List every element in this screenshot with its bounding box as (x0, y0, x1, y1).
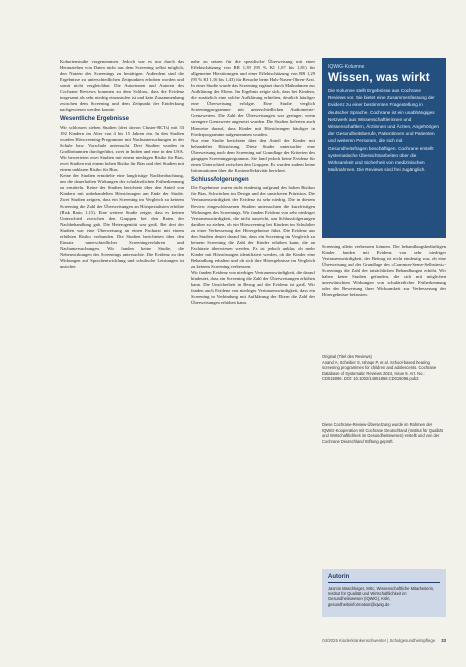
reference-block (322, 354, 446, 382)
paragraph: Nur eine Studie berichtete über den Anteil der Kinder mit behandelter Hörstörung. Diese Studie untersuchte eine Überweisung nach dem Screening auf Grundlage der Kriterien des gängigen Screeningprogramms. Sie fand jedoch keine Evidenz für einen Unterschied zwischen den Gruppen. Es wurden zudem keine Informationen über die Kosteneffektivität berichtet. (191, 137, 315, 173)
footer-text: 04/2025 Kinderkrankenschwester | Schulgesundheitspflege (322, 638, 436, 643)
paragraph: Kohortenstudie vorgenommen. Jedoch war es nur durch das Heranziehen von Daten nicht aus dem Screening selbst möglich, den Nutzen des Screenings zu bestätigen. Außerdem sind die Ergebnisse zu unterschiedlichen Zeitpunkten erhoben worden und somit nicht vergleichbar. Die Autorinnen und Autoren des Cochrane Reviews kommen zu dem Schluss, dass die Evidenz insgesamt als sehr niedrig einzustufen ist und kein Zusammenhang zwischen dem Screening und dem Zeitpunkt der Entdeckung nachgewiesen werden konnte. (60, 59, 184, 113)
text-column-left (60, 59, 184, 270)
reference-text: Anand A, Scheiber S, Ishaqe P, et al. School-based hearing screening programmes for children and adolescents. Cochrane Database of Systematic Reviews 2024, Issue 8. Art. No.: CD015096. DOI: 10.1002/14651858.CD015096.pub2 (322, 359, 437, 382)
paragraph: Wir schlossen sieben Studien (drei davon Cluster-RCTs) mit 33 192 Kindern im Alter von 4 bis 15 Jahren ein. In den Studien wurden Hörscreening-Programme mit Nachuntersuchungen in der Schule bzw. Vorschule untersucht. Drei Studien wurden in Großbritannien durchgeführt, zwei in Indien und eine in den USA. Wir bewerteten zwei Studien mit einem niedrigen Risiko für Bias, zwei Studien mit einem hohen Risiko für Bias und drei Studien mit einem unklaren Risiko für Bias. (60, 124, 184, 173)
author-box (322, 569, 446, 617)
paragraph: Die Ergebnisse waren nicht eindeutig aufgrund des hohen Risikos für Bias, Schwächen im Design und der unsicheren Präzision. Die Vertrauenswürdigkeit der Evidenz ist sehr niedrig. Die in diesem Review eingeschlossenen Studien untersuchten die kurzfristigen Wirkungen des Screenings. Wir fanden Evidenz von sehr niedriger Vertrauenswürdigkeit, die nicht ausreicht, um Schlussfolgerungen darüber zu ziehen, ob ein Hörscreening bei Kindern im Schulalter zu einer Verbesserung der Hörergebnisse führt. Die Evidenz aus den Studien deutet darauf hin, dass ein Screening im Vergleich zu keinem Screening die Zahl der Kinder erhöhen kann, die an Fachärzte überwiesen werden. Es ist jedoch unklar, ob mehr Kinder mit Hörstörungen identifiziert werden, ob die Kinder eine Behandlung erhalten und ob sich ihre Hörergebnisse im Vergleich zu keinem Screening verbessern. (191, 185, 315, 269)
reference-label: Original (Titel des Reviews) (322, 354, 372, 359)
sidebar-kicker: IQWiG-Kolumne (328, 64, 365, 70)
text-column-middle (191, 59, 315, 306)
paragraph: Screening allein verbessern können. Die behandlungsbedürftigen Kinder fanden mit Evidenz von sehr niedriger Vertrauenswürdigkeit, der Beitrag ist nicht eindeutig war, ob eine Überweisung auf der Grundlage des »Common-Sense-Selbsttest«-Screenings die Zahl der tatsächlichen Behandlungen erhöht. Wir haben keine Studien gefunden, die sich mit möglichen unerwünschten Wirkungen von schulärztlicher Früherkennung oder der Bewertung ihrer Wirksamkeit zur Verbesserung der Hörergebnisse befassten. (322, 244, 446, 298)
text-column-right (322, 244, 446, 298)
paragraph: nahe zu setzen für die spezifische Überweisung mit einer Effektschätzung von RR 1,39 (95 % KI 1,07 bis 1,81) für allgemeine Hörstörungen und einer Effektschätzung von RR 1,29 (95 % KI 1,16 bis 1,43) für Besuche beim Hals-Nasen-Ohren-Arzt. In einer Studie wurde das Screening ergänzt durch Maßnahmen zur Aufklärung der Eltern. Im Ergebnis zeigte sich, dass bei Kindern, die zusätzlich eine solche Aufklärung erhielten, deutlich häufiger eine Überweisung erfolgte. Eine Studie verglich Screeningprogramme mit unterschiedlichen Audiometrie-Grenzwerten. Die Zahl der Überweisungen war geringer, wenn strengere Grenzwerte angesetzt wurden. Die Studien lieferten auch Hinweise darauf, dass Kinder mit Hörstörungen häufiger in Förderprogramme aufgenommen wurden. (191, 59, 315, 137)
page-number: 33 (441, 638, 446, 643)
section-heading-conclusions: Schlussfolgerungen (191, 176, 249, 183)
page-footer (60, 638, 446, 643)
info-sidebar-box (322, 58, 446, 238)
paragraph: Keine der Studien ermittelte eine langfristige Nachbeobachtung, um die dauerhaften Wirkungen der schulärztlichen Früherkennung zu ermitteln. Keine der Studien berichtete über den Anteil von Kindern mit unbehandelten Hörstörungen am Ende der Studie. Zwei Studien zeigten, dass ein Screening im Vergleich zu keinem Screening die Zahl der Überweisungen an Hörspezialisten erhöhte (Risk Ratio 1,15). Eine weitere Studie zeigte, dass es keinen Unterschied zwischen den Gruppen bei den Raten der Nachbehandlung gab. Die Heterogenität war groß. Bei drei der Studien war eine Überweisung an einen Facharzt mit einem erhöhten Risiko verbunden. Die Studien berichteten über den Einsatz unterschiedlicher Screeningverfahren und Nachuntersuchungen. Wir fanden keine Studie, die Nebenwirkungen des Screenings untersuchte. Die Evidenz zu den Wirkungen auf Sprachentwicklung und schulische Leistungen ist unsicher. (60, 173, 184, 269)
section-heading-results: Wesentliche Ergebnisse (60, 116, 129, 123)
author-heading: Autorin (328, 574, 350, 580)
translation-note (322, 422, 446, 444)
author-divider (328, 582, 440, 583)
paragraph: Wir fanden Evidenz von niedriger Vertrauenswürdigkeit, die darauf hindeutet, dass ein Screening die Zahl der Überweisungen erhöhen kann. Die Unsicherheit in Bezug auf die Evidenz ist groß. Wir fanden auch Evidenz von niedriger Vertrauenswürdigkeit, dass ein Screening in Verbindung mit Aufklärung der Eltern die Zahl der Überweisungen erhöhen kann. (191, 270, 315, 306)
sidebar-body: Die Kolumne stellt Ergebnisse aus Cochrane Reviews vor. Sie bietet eine Zusammenfassung der Evidenz zu einer bestimmten Fragestellung in deutscher Sprache. Cochrane ist ein unabhängiges Netzwerk aus Wissenschaftlerinnen und Wissenschaftlern, Ärztinnen und Ärzten, Angehörigen der Gesundheitsberufe, Patientinnen und Patienten und weiteren Personen, die sich mit Gesundheitsfragen beschäftigen. Cochrane erstellt systematische Übersichtsarbeiten über die Wirksamkeit und Sicherheit von medizinischen Maßnahmen. Die Reviews sind frei zugänglich. (328, 88, 440, 173)
author-text: Jasmin Maschleiger, MSc, Wissenschaftliche Mitarbeiterin, Institut für Qualität und Wirtschaftlichkeit im Gesundheitswesen (IQWiG), Köln, gesundheitsinformation@iqwig.de (328, 585, 435, 607)
note-text: Diese Cochrane-Review-Übersetzung wurde im Rahmen der IQWiG-Kooperation mit Cochrane Deutschland (Institut für Qualität und Wirtschaftlichkeit im Gesundheitswesen) erstellt und von der Cochrane Deutschland Stiftung geprüft. (322, 422, 443, 444)
sidebar-title: Wissen, was wirkt (328, 72, 430, 84)
